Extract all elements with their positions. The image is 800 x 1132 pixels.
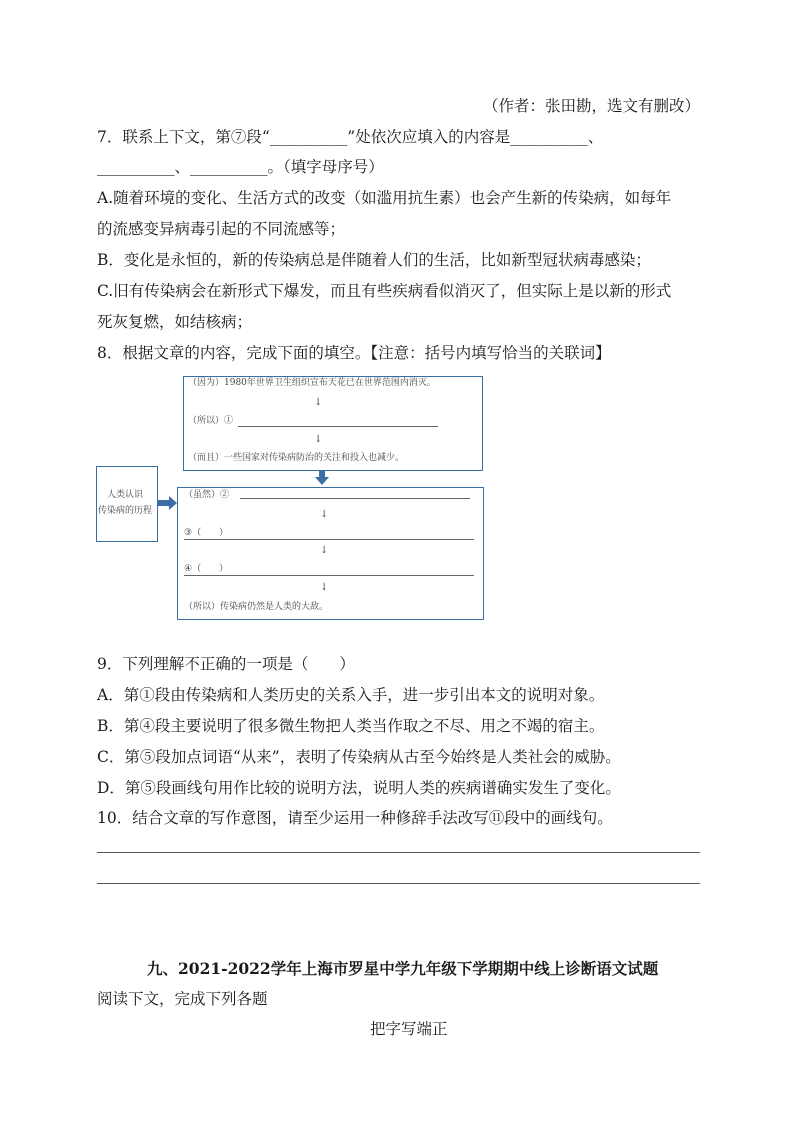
side-label-line1: 人类认识 xyxy=(107,490,144,500)
blank-line-3 xyxy=(184,539,474,540)
side-label-line2: 传染病的历程 xyxy=(98,506,153,516)
section-instruction: 阅读下文，完成下列各题 xyxy=(97,990,268,1008)
q8-stem: 8．根据文章的内容，完成下面的填空。【注意：括号内填写恰当的关联词】 xyxy=(97,344,611,362)
bottom-row-1: （虽然）② xyxy=(184,490,230,500)
right-arrow-icon xyxy=(158,495,178,511)
q7-option-b: B．变化是永恒的，新的传染病总是伴随着人们的生活，比如新型冠状病毒感染； xyxy=(97,251,651,269)
q7-option-a: A.随着环境的变化、生活方式的改变（如滥用抗生素）也会产生新的传染病，如每年 xyxy=(97,189,672,207)
passage-title: 把字写端正 xyxy=(370,1020,448,1038)
bottom-row-4: （所以）传染病仍然是人类的大敌。 xyxy=(184,602,329,612)
down-arrow-icon: ↓ xyxy=(314,397,323,408)
author-line: （作者：张田勘，选文有删改） xyxy=(482,97,700,115)
q7-option-a-cont: 的流感变异病毒引起的不同流感等； xyxy=(97,220,346,238)
section-title: 九、2021-2022学年上海市罗星中学九年级下学期期中线上诊断语文试题 xyxy=(147,959,659,978)
down-arrow-icon: ↓ xyxy=(320,509,329,520)
q9-option-a: A．第①段由传染病和人类历史的关系入手，进一步引出本文的说明对象。 xyxy=(97,686,605,704)
blank-line-1 xyxy=(238,426,438,427)
q10-stem: 10．结合文章的写作意图，请至少运用一种修辞手法改写⑪段中的画线句。 xyxy=(97,809,613,827)
bottom-flow-box xyxy=(177,487,484,620)
top-row-1: （因为）1980年世界卫生组织宣布天花已在世界范围内消灭。 xyxy=(188,378,436,388)
q7-stem-cont: __________、__________。（填字母序号） xyxy=(97,158,384,176)
q7-option-c: C.旧有传染病会在新形式下爆发，而且有些疾病看似消灭了，但实际上是以新的形式 xyxy=(97,282,672,300)
answer-line-2 xyxy=(97,883,700,884)
q9-option-c: C．第⑤段加点词语“从来”，表明了传染病从古至今始终是人类社会的威胁。 xyxy=(97,748,621,766)
top-flow-box xyxy=(183,376,483,471)
q7-stem: 7．联系上下文，第⑦段“__________”处依次应填入的内容是__________、 xyxy=(97,128,604,146)
bottom-row-3: ④（ ） xyxy=(184,564,229,574)
q9-option-b: B．第④段主要说明了很多微生物把人类当作取之不尽、用之不竭的宿主。 xyxy=(97,717,605,735)
top-row-3: （而且）一些国家对传染病防治的关注和投入也减少。 xyxy=(188,453,405,463)
down-arrow-icon: ↓ xyxy=(320,582,329,593)
top-row-2: （所以）① xyxy=(188,416,234,426)
down-arrow-icon: ↓ xyxy=(314,434,323,445)
answer-line-1 xyxy=(97,852,700,853)
down-arrow-icon: ↓ xyxy=(320,545,329,556)
bottom-row-2: ③（ ） xyxy=(184,528,229,538)
q9-option-d: D．第⑤段画线句用作比较的说明方法，说明人类的疾病谱确实发生了变化。 xyxy=(97,779,621,797)
side-label-box xyxy=(96,466,158,542)
q9-stem: 9．下列理解不正确的一项是（ ） xyxy=(97,655,355,673)
blank-line-4 xyxy=(184,575,474,576)
blank-line-2 xyxy=(240,498,470,499)
down-connector-icon xyxy=(315,471,329,485)
q7-option-c-cont: 死灰复燃，如结核病； xyxy=(97,313,253,331)
